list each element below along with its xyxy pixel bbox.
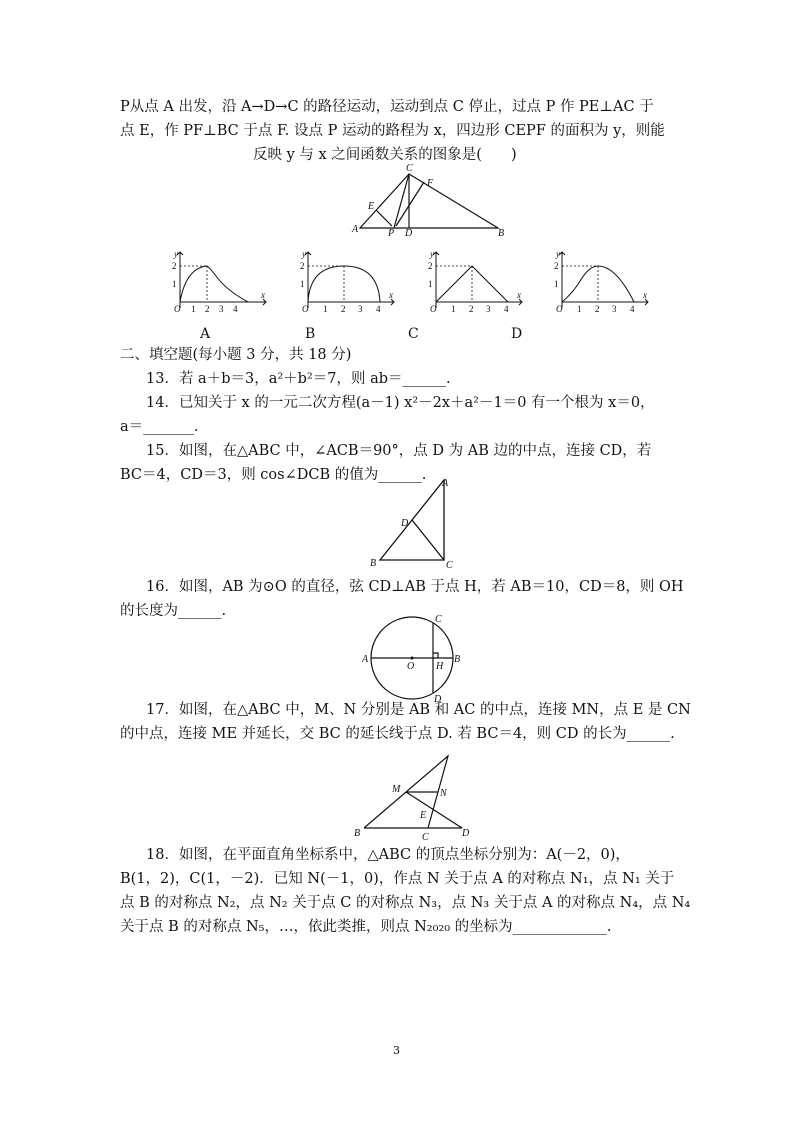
- q12-line-3: 反映 y 与 x 之间函数关系的图象是( ): [253, 147, 517, 163]
- q16-figure: [360, 610, 470, 705]
- q16-line-1: 16．如图，AB 为⊙O 的直径，弦 CD⊥AB 于点 H，若 AB＝10，CD＝8，则 OH: [146, 579, 684, 595]
- q16-line-2: 的长度为______.: [120, 603, 227, 619]
- q17-label-n: N: [440, 788, 447, 799]
- option-c-x-label: x: [517, 290, 521, 300]
- q16-label-c: C: [435, 614, 442, 625]
- section-heading: 二、填空题(每小题 3 分，共 18 分): [120, 347, 352, 363]
- option-d-xtick-1: 1: [577, 304, 582, 314]
- q13-text: 13．若 a＋b＝3，a²＋b²＝7，则 ab＝______.: [146, 371, 451, 387]
- option-b-xtick-1: 1: [323, 304, 328, 314]
- option-c-y-label: y: [430, 249, 434, 259]
- q12-label-b: B: [498, 228, 505, 238]
- option-b-x-label: x: [389, 290, 393, 300]
- q18-line-4: 关于点 B 的对称点 N₅，…，依此类推，则点 N₂₀₂₀ 的坐标为_____________.: [120, 919, 612, 935]
- option-d-x-label: x: [643, 290, 647, 300]
- q18-line-1: 18．如图，在平面直角坐标系中，△ABC 的顶点坐标分别为：A(－2，0)，: [146, 847, 630, 863]
- option-label-a: A: [200, 326, 211, 342]
- q16-label-a: A: [362, 654, 369, 665]
- option-a-xtick-3: 3: [219, 304, 224, 314]
- q15-line-1: 15．如图，在△ABC 中，∠ACB＝90°，点 D 为 AB 边的中点，连接 CD，若: [146, 443, 652, 459]
- option-a-ytick-2: 2: [172, 261, 177, 271]
- option-a-origin: O: [174, 304, 181, 314]
- option-d-ytick-2: 2: [554, 261, 559, 271]
- q12-triangle-figure: [350, 160, 510, 238]
- option-b-xtick-3: 3: [358, 304, 363, 314]
- q12-label-c: C: [406, 163, 413, 174]
- q15-line-2: BC＝4，CD＝3，则 cos∠DCB 的值为______.: [120, 467, 427, 483]
- q12-label-d: D: [405, 228, 413, 238]
- option-a-y-label: y: [174, 249, 178, 259]
- q12-label-f: F: [427, 178, 434, 189]
- q16-label-h: H: [436, 661, 444, 672]
- q12-label-a: A: [352, 224, 359, 235]
- option-d-y-label: y: [556, 249, 560, 259]
- page-number: 3: [393, 1044, 400, 1057]
- option-b-xtick-2: 2: [341, 304, 346, 314]
- q14-line-1: 14．已知关于 x 的一元二次方程(a－1) x²－2x＋a²－1＝0 有一个根为 x＝0，: [146, 395, 655, 411]
- option-graph-a: [168, 248, 268, 318]
- option-b-xtick-4: 4: [376, 304, 381, 314]
- option-b-ytick-2: 2: [300, 261, 305, 271]
- option-a-ytick-1: 1: [172, 279, 177, 289]
- q16-label-d: D: [434, 694, 442, 705]
- q17-label-c: C: [422, 832, 429, 842]
- option-c-xtick-2: 2: [469, 304, 474, 314]
- q17-line-2: 的中点，连接 ME 并延长，交 BC 的延长线于点 D. 若 BC＝4，则 CD 的长为______.: [120, 726, 675, 742]
- option-d-origin: O: [556, 304, 563, 314]
- q16-label-b: B: [454, 654, 461, 665]
- option-c-ytick-1: 1: [428, 279, 433, 289]
- q17-label-m: M: [392, 784, 401, 795]
- option-d-xtick-4: 4: [630, 304, 635, 314]
- q12-line-2: 点 E，作 PF⊥BC 于点 F. 设点 P 运动的路程为 x，四边形 CEPF 的面积为 y，则能: [120, 123, 665, 139]
- q17-label-b: B: [354, 828, 361, 839]
- option-c-ytick-2: 2: [428, 261, 433, 271]
- option-d-xtick-2: 2: [595, 304, 600, 314]
- option-b-origin: O: [302, 304, 309, 314]
- q12-label-e: E: [368, 201, 375, 212]
- q15-label-d: D: [401, 518, 409, 529]
- option-a-x-label: x: [261, 290, 265, 300]
- q15-label-b: B: [370, 558, 377, 569]
- option-d-ytick-1: 1: [554, 279, 559, 289]
- q17-label-d: D: [462, 828, 470, 839]
- q15-label-a: A: [442, 478, 449, 489]
- option-a-xtick-4: 4: [233, 304, 238, 314]
- option-c-xtick-4: 4: [504, 304, 509, 314]
- option-c-xtick-3: 3: [486, 304, 491, 314]
- option-c-origin: O: [430, 304, 437, 314]
- option-b-ytick-1: 1: [300, 279, 305, 289]
- option-label-d: D: [511, 326, 523, 342]
- q16-label-o: O: [407, 661, 415, 672]
- q17-line-1: 17．如图，在△ABC 中，M、N 分别是 AB 和 AC 的中点，连接 MN，点 E 是 CN: [146, 702, 691, 718]
- q18-line-2: B(1，2)，C(1，－2)．已知 N(－1，0)，作点 N 关于点 A 的对称点 N₁，点 N₁ 关于: [120, 871, 675, 887]
- q14-line-2: a＝_______.: [120, 419, 199, 435]
- q12-line-1: P从点 A 出发，沿 A→D→C 的路径运动，运动到点 C 停止，过点 P 作 PE⊥AC 于: [120, 99, 654, 115]
- q12-label-p: P: [388, 228, 395, 238]
- q17-figure: [350, 750, 480, 842]
- q15-figure: [360, 472, 470, 572]
- q18-line-3: 点 B 的对称点 N₂，点 N₂ 关于点 C 的对称点 N₃，点 N₃ 关于点 A 的对称点 N₄，点 N₄: [120, 895, 691, 911]
- option-label-b: B: [305, 326, 316, 342]
- option-b-y-label: y: [302, 249, 306, 259]
- option-a-xtick-1: 1: [191, 304, 196, 314]
- option-a-xtick-2: 2: [205, 304, 210, 314]
- option-label-c: C: [408, 326, 419, 342]
- q17-label-e: E: [420, 810, 427, 821]
- option-graph-b: [296, 248, 396, 318]
- option-graph-c: [424, 248, 524, 318]
- option-d-xtick-3: 3: [612, 304, 617, 314]
- q15-label-c: C: [446, 560, 453, 571]
- option-graph-d: [550, 248, 650, 318]
- option-c-xtick-1: 1: [451, 304, 456, 314]
